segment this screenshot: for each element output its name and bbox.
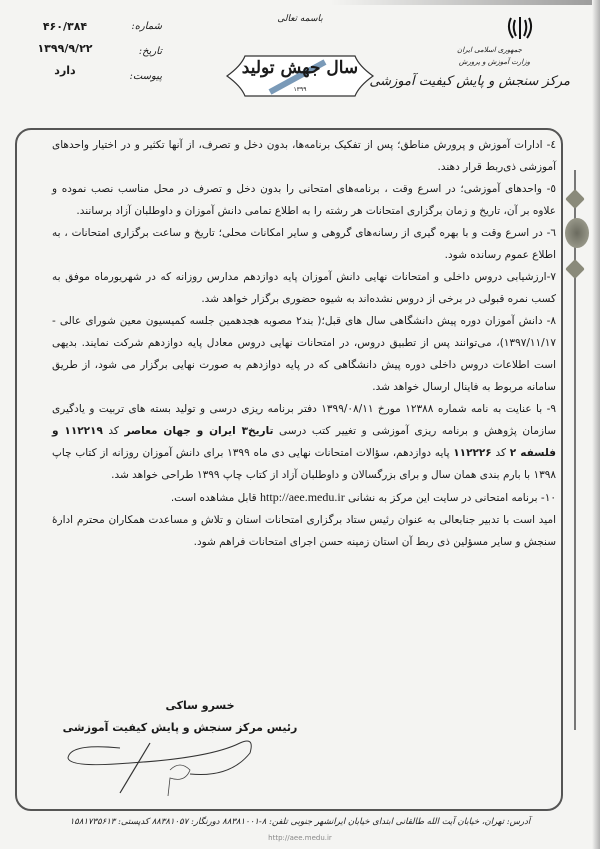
paragraph-10	[52, 486, 556, 509]
course-philosophy: ۱۱۲۲۱۹ و فلسفه ۲	[52, 425, 556, 459]
p9-text: پایه دوازدهم، سؤالات امتحانات نهایی دی ماه ۱۳۹۹ برای دانش آموزان روزانه از کتاب چاپ ۱۳۹۸ با بارم بندی همان سال و برای بزرگسالان و داوطلبان آزاد از کتاب چاپ ۱۳۹۹ طراحی خواهد شد.	[52, 447, 556, 481]
closing-paragraph: امید است با تدبیر جنابعالی به عنوان رئیس ستاد برگزاری امتحانات استان و تلاش و مساعدت همکاران محترم ادارهٔ سنجش و سایر مسؤلین ذی ربط آن استان زمینه حسن اجرای امتحانات فراهم شود.	[52, 514, 556, 548]
scan-shadow	[592, 0, 600, 849]
course-history: تاریخ۳ ایران و جهان معاصر	[124, 425, 274, 437]
banner-title: سال جهش تولید	[241, 58, 359, 78]
p9-text: ۹- با عنایت به نامه شماره ۱۲۳۸۸ مورخ ۱۳۹۹/۰۸/۱۱ دفتر برنامه ریزی درسی و تولید بسته های تربیت و یادگیری سازمان پژوهش و برنامه ریزی آموزشی و تغییر کتب درسی	[52, 403, 557, 437]
org-ministry: وزارت آموزش و پرورش	[458, 58, 530, 66]
attachment-value: دارد	[54, 64, 76, 77]
ornament-icon	[565, 189, 585, 209]
paragraph-8: ۸- دانش آموزان دوره پیش دانشگاهی سال های قبل؛( بند۲ مصوبه هجدهمین جلسه کمیسیون معین شورای عالی - ۱۳۹۷/۱۱/۱۷)، می‌توانند پس از تطبیق دروس، در امتحانات نهایی دروس معادل پایه دوازدهم شرکت نمایند. بدیهی است اطلاعات دروس داخلی دوره پیش دانشگاهی که در پایه دوازدهم به صورت نهایی برگزار می شود، از طریق سامانه مربوط به فاینال ارسال خواهد شد.	[52, 315, 556, 393]
p10-text: قابل مشاهده است.	[170, 492, 257, 504]
course-code: ۱۱۲۲۲۶	[453, 447, 492, 459]
p9-text: کد	[495, 447, 506, 459]
signer-name: خسرو ساکی	[165, 699, 235, 712]
footer-address: آدرس: تهران، خیابان آیت الله طالقانی ابتدای خیابان ایرانشهر جنوبی تلفن: ۸-۸۸۳۸۱۰۰۱ دورنگار: ۸۸۳۸۱۰۵۷ کدپستی: ۱۵۸۱۷۳۵۶۱۳	[69, 817, 531, 827]
ornament-icon	[565, 218, 589, 248]
letter-number: ۴۶۰/۳۸۴	[42, 20, 88, 33]
paragraph-7: ۷-ارزشیابی دروس داخلی و امتحانات نهایی دانش آموزان پایه دوازدهم مدارس روزانه که در شهریورماه موفق به کسب نمره قبولی در برخی از دروس نشده‌اند به شیوه حضوری برگزار خواهد شد.	[52, 271, 556, 305]
date-label: تاریخ:	[138, 46, 162, 57]
ornament-icon	[565, 259, 585, 279]
website-link[interactable]: http://aee.medu.ir	[260, 490, 345, 504]
letter-body	[52, 134, 556, 553]
iran-emblem-icon	[505, 14, 535, 42]
bismillah: باسمه تعالی	[277, 14, 323, 24]
footer-web: http://aee.medu.ir	[268, 834, 332, 842]
p10-text: ۱۰- برنامه امتحانی در سایت این مرکز به نشانی	[348, 492, 556, 504]
scan-shadow	[330, 0, 600, 5]
signer-title: رئیس مرکز سنجش و پایش کیفیت آموزشی	[62, 721, 298, 734]
attachment-label: پیوست:	[129, 71, 162, 82]
handwritten-signature	[60, 738, 260, 798]
org-country: جمهوری اسلامی ایران	[457, 46, 522, 54]
letter-date: ۱۳۹۹/۹/۲۲	[37, 42, 93, 55]
paragraph-9	[52, 398, 556, 486]
paragraph-4: ٤- ادارات آموزش و پرورش مناطق؛ پس از تفکیک برنامه‌ها، بدون دخل و تصرف، از آنها تکثیر و در اختیار واحدهای آموزشی ذی‌ربط قرار دهند.	[52, 139, 556, 173]
paragraph-6: ٦- در اسرع وقت و با بهره گیری از رسانه‌های گروهی و سایر امکانات محلی؛ تاریخ و ساعت برگزاری امتحانات ، به اطلاع عموم رسانده شود.	[52, 227, 556, 261]
banner-year: ۱۳۹۹	[293, 86, 307, 93]
border-ornament	[574, 170, 576, 730]
p9-text: کد	[108, 425, 119, 437]
paragraph-5: ٥- واحدهای آموزشی؛ در اسرع وقت ، برنامه‌های امتحانی را بدون دخل و تصرف در محل مناسب نصب نموده و علاوه بر آن، تاریخ و زمان برگزاری امتحانات هر رشته را به اطلاع تمامی دانش آموزان و داوطلبان آزاد برسانند.	[52, 183, 556, 217]
org-center: مرکز سنجش و پایش کیفیت آموزشی	[369, 74, 570, 89]
number-label: شماره:	[131, 21, 162, 32]
